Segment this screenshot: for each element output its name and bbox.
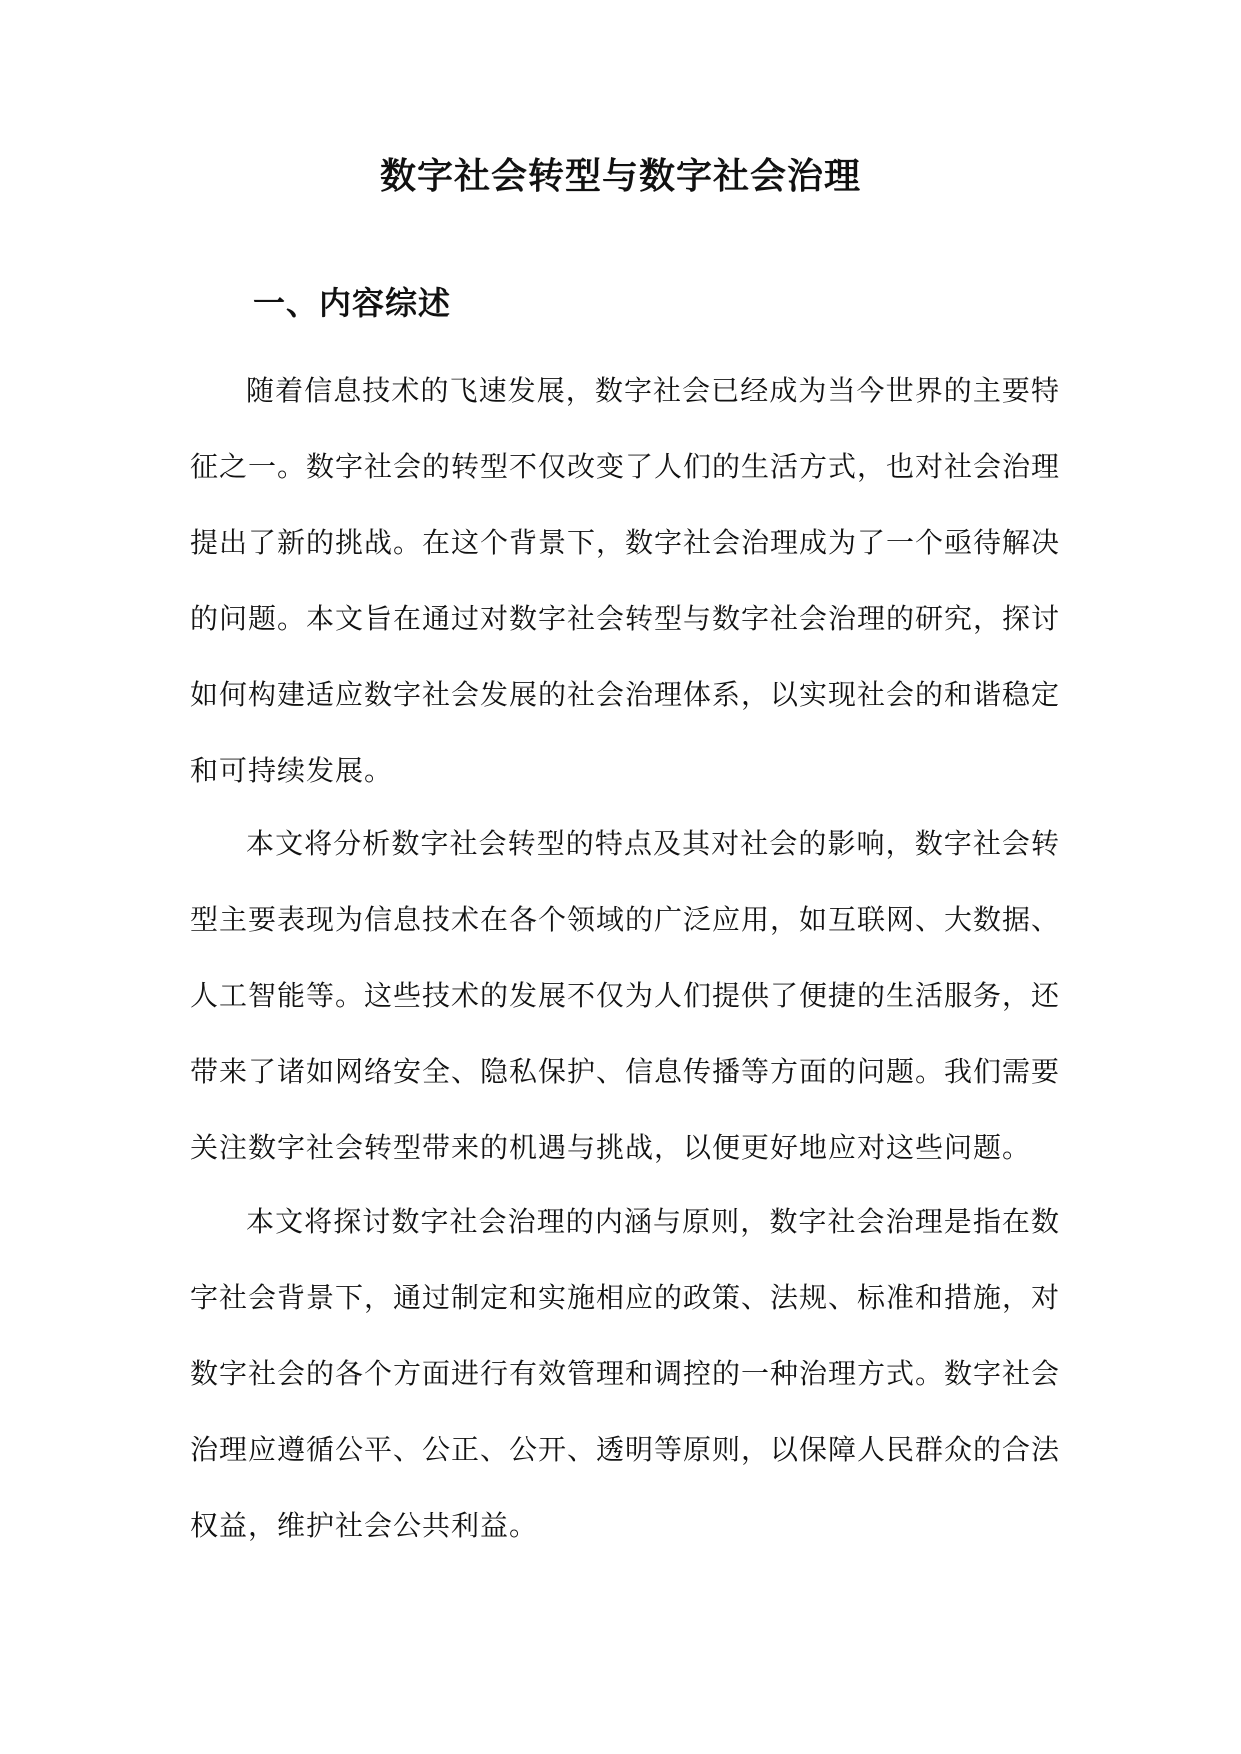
document-title: 数字社会转型与数字社会治理: [379, 155, 861, 197]
paragraph-2: 本文将分析数字社会转型的特点及其对社会的影响，数字社会转型主要表现为信息技术在各个领域的广泛应用，如互联网、大数据、人工智能等。这些技术的发展不仅为人们提供了便捷的生活服务，还带来了诸如网络安全、隐私保护、信息传播等方面的问题。我们需要关注数字社会转型带来的机遇与挑战，以便更好地应对这些问题。: [190, 827, 1061, 1164]
section-heading: 一、内容综述: [253, 284, 452, 322]
paragraph-1: 随着信息技术的飞速发展，数字社会已经成为当今世界的主要特征之一。数字社会的转型不仅改变了人们的生活方式，也对社会治理提出了新的挑战。在这个背景下，数字社会治理成为了一个亟待解决的问题。本文旨在通过对数字社会转型与数字社会治理的研究，探讨如何构建适应数字社会发展的社会治理体系，以实现社会的和谐稳定和可持续发展。: [190, 374, 1061, 787]
paragraph-3: 本文将探讨数字社会治理的内涵与原则，数字社会治理是指在数字社会背景下，通过制定和实施相应的政策、法规、标准和措施，对数字社会的各个方面进行有效管理和调控的一种治理方式。数字社会治理应遵循公平、公正、公开、透明等原则，以保障人民群众的合法权益，维护社会公共利益。: [190, 1205, 1061, 1542]
